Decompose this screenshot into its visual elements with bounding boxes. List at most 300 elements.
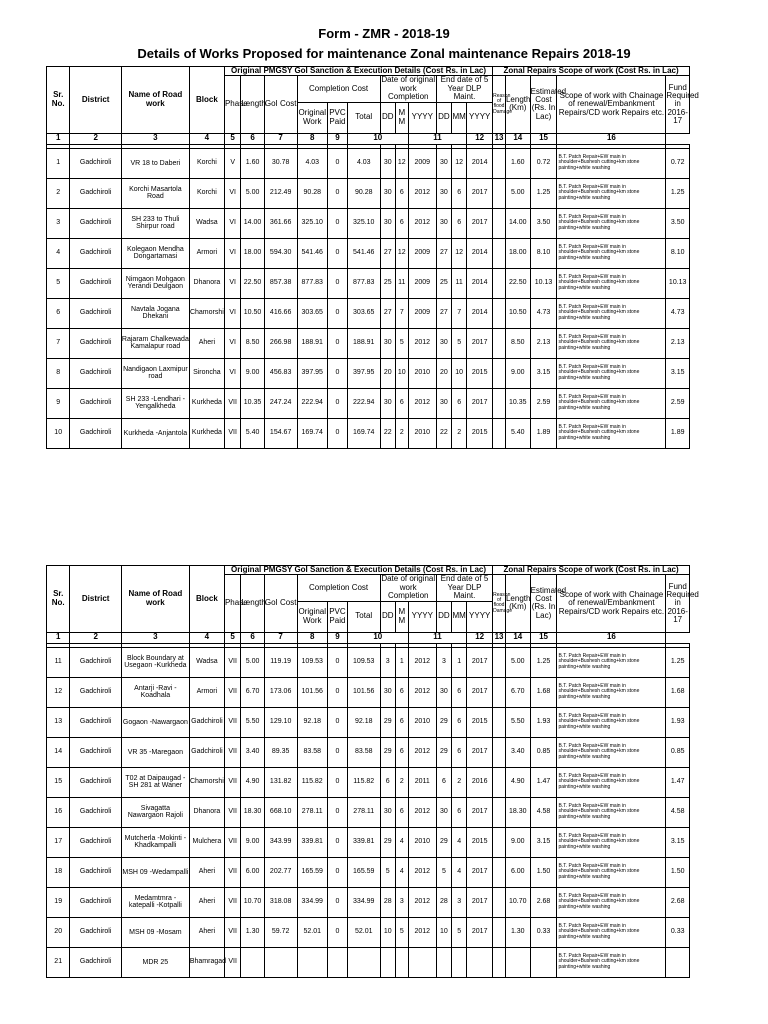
table-row	[47, 418, 690, 448]
cell-dlp-yyyy: 2017	[467, 887, 493, 917]
cell-dd: 28	[380, 887, 395, 917]
cell-dlp-yyyy: 2017	[467, 737, 493, 767]
cell-dlp-yyyy: 2017	[467, 857, 493, 887]
cell-sr-no: 11	[47, 647, 70, 677]
works-table-2	[46, 565, 699, 978]
cell-fund-required	[666, 947, 690, 977]
cell-length: 14.00	[241, 208, 264, 238]
cell-reason	[493, 707, 506, 737]
cell-reason	[493, 148, 506, 178]
column-number: 13	[494, 133, 504, 143]
table-row	[47, 268, 690, 298]
cell-phase: VI	[224, 208, 240, 238]
column-number: 5	[224, 632, 240, 643]
column-number: 1	[47, 133, 70, 144]
cell-length: 1.30	[241, 917, 264, 947]
cell-pvc-paid: 0	[327, 388, 347, 418]
column-number: 14	[505, 632, 530, 643]
cell-original-work: 334.99	[297, 887, 327, 917]
cell-sr-no: 19	[47, 887, 70, 917]
table-row	[47, 208, 690, 238]
cell-dlp-dd: 28	[436, 887, 451, 917]
cell-goi-cost: 154.67	[264, 418, 297, 448]
cell-scope: B.T. Patch Repair+EW main in shoulder+Bushesh cutting+km stone painting+white washing	[557, 707, 666, 737]
header-estimated-cost: Estimated Cost (Rs. In Lac)	[530, 575, 557, 632]
cell-phase: VII	[224, 827, 240, 857]
cell-sr-no: 9	[47, 388, 70, 418]
cell-scope: B.T. Patch Repair+EW main in shoulder+Bushesh cutting+km stone painting+white washing	[557, 388, 666, 418]
cell-block: Korchi	[189, 148, 224, 178]
cell-estimated-cost: 2.68	[530, 887, 557, 917]
cell-dlp-yyyy: 2014	[467, 238, 493, 268]
cell-goi-cost: 247.24	[264, 388, 297, 418]
column-number: 16	[557, 133, 666, 144]
cell-road-name: MDR 25	[121, 947, 189, 977]
cell-total: 115.82	[347, 767, 380, 797]
cell-dd: 30	[380, 677, 395, 707]
cell-original-work: 101.56	[297, 677, 327, 707]
cell-length-km: 10.35	[505, 388, 530, 418]
cell-goi-cost: 202.77	[264, 857, 297, 887]
cell-original-work: 877.83	[297, 268, 327, 298]
cell-block: Sironcha	[189, 358, 224, 388]
cell-dlp-dd: 30	[436, 208, 451, 238]
table-row	[47, 178, 690, 208]
cell-scope: B.T. Patch Repair+EW main in shoulder+Bushesh cutting+km stone painting+white washing	[557, 208, 666, 238]
cell-total: 303.65	[347, 298, 380, 328]
cell-goi-cost: 59.72	[264, 917, 297, 947]
cell-estimated-cost: 1.68	[530, 677, 557, 707]
cell-total: 339.81	[347, 827, 380, 857]
cell-dlp-mm: 6	[452, 797, 467, 827]
cell-pvc-paid: 0	[327, 677, 347, 707]
cell-estimated-cost: 3.15	[530, 827, 557, 857]
cell-mm: 6	[395, 178, 408, 208]
cell-phase: VII	[224, 677, 240, 707]
header-original-work: Original Work	[297, 601, 327, 632]
cell-length: 10.35	[241, 388, 264, 418]
column-number: 13	[494, 632, 504, 642]
cell-dlp-mm: 2	[452, 767, 467, 797]
cell-original-work: 83.58	[297, 737, 327, 767]
cell-yyyy: 2012	[408, 328, 436, 358]
cell-sr-no: 7	[47, 328, 70, 358]
cell-mm: 12	[395, 148, 408, 178]
cell-district: Gadchiroli	[70, 767, 122, 797]
cell-scope: B.T. Patch Repair+EW main in shoulder+Bushesh cutting+km stone painting+white washing	[557, 268, 666, 298]
cell-dlp-yyyy: 2014	[467, 148, 493, 178]
cell-yyyy: 2009	[408, 148, 436, 178]
cell-mm: 6	[395, 388, 408, 418]
header-mm: M M	[395, 601, 408, 632]
cell-dlp-mm: 1	[452, 647, 467, 677]
cell-mm: 6	[395, 707, 408, 737]
cell-length-km: 5.00	[505, 647, 530, 677]
cell-scope: B.T. Patch Repair+EW main in shoulder+Bushesh cutting+km stone painting+white washing	[557, 677, 666, 707]
cell-pvc-paid: 0	[327, 737, 347, 767]
cell-block: Gadchiroli	[189, 737, 224, 767]
cell-goi-cost	[264, 947, 297, 977]
cell-total: 92.18	[347, 707, 380, 737]
cell-dd: 30	[380, 797, 395, 827]
table-row	[47, 647, 690, 677]
cell-block: Wadsa	[189, 208, 224, 238]
cell-mm: 4	[395, 857, 408, 887]
cell-length-km: 6.00	[505, 857, 530, 887]
cell-length-km: 10.70	[505, 887, 530, 917]
cell-original-work: 278.11	[297, 797, 327, 827]
cell-total: 101.56	[347, 677, 380, 707]
cell-scope: B.T. Patch Repair+EW main in shoulder+Bushesh cutting+km stone painting+white washing	[557, 328, 666, 358]
column-number: 15	[530, 133, 557, 144]
cell-dlp-dd: 10	[436, 917, 451, 947]
cell-dlp-dd: 30	[436, 677, 451, 707]
form-title: Form - ZMR - 2018-19	[318, 26, 450, 41]
cell-dlp-dd: 29	[436, 707, 451, 737]
cell-fund-required: 2.13	[666, 328, 690, 358]
cell-goi-cost: 266.98	[264, 328, 297, 358]
cell-goi-cost: 343.99	[264, 827, 297, 857]
header-goi-cost: GoI Cost	[264, 575, 297, 632]
column-number: 12	[467, 632, 493, 643]
header-scope: Scope of work with Chainage of renewal/Embankment Repairs/CD work Repairs etc.	[557, 76, 666, 133]
cell-length: 4.90	[241, 767, 264, 797]
header-row	[47, 67, 690, 76]
cell-reason	[493, 268, 506, 298]
cell-pvc-paid: 0	[327, 917, 347, 947]
cell-dd: 10	[380, 917, 395, 947]
cell-block: Dhanora	[189, 797, 224, 827]
cell-pvc-paid: 0	[327, 827, 347, 857]
cell-road-name: Sivagatta Nawargaon Rajoli	[121, 797, 189, 827]
cell-mm: 6	[395, 797, 408, 827]
cell-fund-required: 1.25	[666, 178, 690, 208]
cell-scope: B.T. Patch Repair+EW main in shoulder+Bushesh cutting+km stone painting+white washing	[557, 298, 666, 328]
cell-block: Aheri	[189, 857, 224, 887]
cell-mm: 5	[395, 917, 408, 947]
cell-dd: 29	[380, 737, 395, 767]
header-sr-no: Sr. No.	[47, 566, 70, 633]
column-number: 1	[47, 632, 70, 643]
cell-length-km	[505, 947, 530, 977]
cell-dlp-mm: 7	[452, 298, 467, 328]
header-district: District	[70, 566, 122, 633]
header-district: District	[70, 67, 122, 134]
cell-district: Gadchiroli	[70, 947, 122, 977]
cell-length: 18.00	[241, 238, 264, 268]
column-number: 7	[264, 632, 297, 643]
cell-pvc-paid: 0	[327, 797, 347, 827]
cell-estimated-cost: 3.50	[530, 208, 557, 238]
cell-dlp-mm: 5	[452, 917, 467, 947]
header-dd: DD	[380, 601, 395, 632]
cell-road-name: T02 at Daipaugad -SH 281 at Waner	[121, 767, 189, 797]
column-number: 6	[241, 133, 264, 144]
cell-dlp-dd: 25	[436, 268, 451, 298]
cell-phase: VII	[224, 917, 240, 947]
cell-estimated-cost: 1.89	[530, 418, 557, 448]
cell-mm: 3	[395, 887, 408, 917]
cell-dlp-yyyy: 2017	[467, 677, 493, 707]
cell-block: Armori	[189, 677, 224, 707]
column-number: 8	[297, 632, 327, 643]
cell-phase: VII	[224, 947, 240, 977]
cell-length: 22.50	[241, 268, 264, 298]
cell-fund-required: 0.85	[666, 737, 690, 767]
cell-dd: 3	[380, 647, 395, 677]
cell-estimated-cost	[530, 947, 557, 977]
cell-reason	[493, 947, 506, 977]
cell-estimated-cost: 0.33	[530, 917, 557, 947]
cell-pvc-paid: 0	[327, 208, 347, 238]
cell-pvc-paid: 0	[327, 857, 347, 887]
cell-mm: 7	[395, 298, 408, 328]
cell-total	[347, 947, 380, 977]
header-road-name: Name of Road work	[121, 67, 189, 134]
cell-fund-required: 2.59	[666, 388, 690, 418]
cell-total: 325.10	[347, 208, 380, 238]
cell-dlp-yyyy: 2016	[467, 767, 493, 797]
cell-length-km: 4.90	[505, 767, 530, 797]
cell-phase: VII	[224, 857, 240, 887]
cell-goi-cost: 30.78	[264, 148, 297, 178]
cell-fund-required: 8.10	[666, 238, 690, 268]
table-row	[47, 857, 690, 887]
cell-road-name: SH 233 to Thuli Shirpur road	[121, 208, 189, 238]
cell-reason	[493, 178, 506, 208]
cell-phase: VII	[224, 887, 240, 917]
cell-dlp-dd: 27	[436, 238, 451, 268]
cell-fund-required: 1.25	[666, 647, 690, 677]
header-length-km: Length (Km)	[505, 575, 530, 632]
cell-mm: 6	[395, 737, 408, 767]
cell-dlp-dd: 30	[436, 178, 451, 208]
cell-original-work: 339.81	[297, 827, 327, 857]
header-block: Block	[189, 566, 224, 633]
column-number: 2	[70, 632, 122, 643]
cell-length-km: 18.30	[505, 797, 530, 827]
cell-sr-no: 18	[47, 857, 70, 887]
cell-scope: B.T. Patch Repair+EW main in shoulder+Bushesh cutting+km stone painting+white washing	[557, 797, 666, 827]
document-subtitle: Details of Works Proposed for maintenance Zonal maintenance Repairs 2018-19	[137, 46, 631, 61]
cell-road-name: Gogaon -Nawargaon	[121, 707, 189, 737]
cell-goi-cost: 594.30	[264, 238, 297, 268]
cell-reason	[493, 827, 506, 857]
cell-dlp-yyyy: 2017	[467, 208, 493, 238]
cell-length-km: 9.00	[505, 358, 530, 388]
table-row	[47, 148, 690, 178]
cell-yyyy: 2012	[408, 677, 436, 707]
cell-length: 10.50	[241, 298, 264, 328]
cell-dd: 29	[380, 707, 395, 737]
cell-length: 5.40	[241, 418, 264, 448]
cell-length: 5.00	[241, 647, 264, 677]
header-fund-required: Fund Required in 2016-17	[666, 76, 690, 133]
cell-phase: VI	[224, 238, 240, 268]
cell-block: Bhamragad	[189, 947, 224, 977]
table-row	[47, 388, 690, 418]
cell-goi-cost: 212.49	[264, 178, 297, 208]
cell-reason	[493, 857, 506, 887]
cell-reason	[493, 388, 506, 418]
cell-original-work: 397.95	[297, 358, 327, 388]
cell-pvc-paid: 0	[327, 268, 347, 298]
cell-goi-cost: 129.10	[264, 707, 297, 737]
cell-district: Gadchiroli	[70, 178, 122, 208]
header-sr-no: Sr. No.	[47, 67, 70, 134]
cell-length	[241, 947, 264, 977]
cell-dlp-dd: 20	[436, 358, 451, 388]
cell-block: Wadsa	[189, 647, 224, 677]
cell-pvc-paid: 0	[327, 887, 347, 917]
cell-original-work: 325.10	[297, 208, 327, 238]
header-row	[47, 566, 690, 575]
cell-goi-cost: 361.66	[264, 208, 297, 238]
cell-original-work: 541.46	[297, 238, 327, 268]
cell-reason	[493, 767, 506, 797]
cell-road-name: Navtala Jogana Dhekani	[121, 298, 189, 328]
cell-road-name: Antarji -Ravi -Koadhala	[121, 677, 189, 707]
header-completion-cost: Completion Cost	[297, 76, 380, 102]
cell-mm	[395, 947, 408, 977]
cell-road-name: MSH 09 -Mosam	[121, 917, 189, 947]
cell-fund-required: 1.89	[666, 418, 690, 448]
cell-scope: B.T. Patch Repair+EW main in shoulder+Bushesh cutting+km stone painting+white washing	[557, 148, 666, 178]
cell-dd: 6	[380, 767, 395, 797]
cell-fund-required: 1.93	[666, 707, 690, 737]
cell-total: 169.74	[347, 418, 380, 448]
cell-total: 334.99	[347, 887, 380, 917]
cell-dlp-mm: 10	[452, 358, 467, 388]
cell-length: 9.00	[241, 358, 264, 388]
header-dd: DD	[380, 102, 395, 133]
cell-reason	[493, 677, 506, 707]
cell-dlp-dd: 30	[436, 148, 451, 178]
cell-length: 5.50	[241, 707, 264, 737]
cell-estimated-cost: 8.10	[530, 238, 557, 268]
cell-district: Gadchiroli	[70, 737, 122, 767]
cell-dd: 30	[380, 208, 395, 238]
cell-dlp-yyyy: 2015	[467, 827, 493, 857]
cell-road-name: Rajaram Chalkewada Kamalapur road	[121, 328, 189, 358]
cell-scope: B.T. Patch Repair+EW main in shoulder+Bushesh cutting+km stone painting+white washing	[557, 887, 666, 917]
cell-yyyy: 2012	[408, 208, 436, 238]
cell-goi-cost: 131.82	[264, 767, 297, 797]
cell-dlp-mm: 6	[452, 208, 467, 238]
column-number: 3	[121, 133, 189, 144]
cell-dlp-mm: 11	[452, 268, 467, 298]
cell-goi-cost: 668.10	[264, 797, 297, 827]
cell-original-work	[297, 947, 327, 977]
header-date-completion: Date of original work Completion	[381, 75, 436, 102]
cell-district: Gadchiroli	[70, 707, 122, 737]
cell-scope: B.T. Patch Repair+EW main in shoulder+Bushesh cutting+km stone painting+white washing	[557, 947, 666, 977]
cell-length-km: 9.00	[505, 827, 530, 857]
cell-sr-no: 16	[47, 797, 70, 827]
cell-phase: VI	[224, 328, 240, 358]
cell-goi-cost: 173.06	[264, 677, 297, 707]
cell-total: 188.91	[347, 328, 380, 358]
cell-length-km: 3.40	[505, 737, 530, 767]
header-zonal-group: Zonal Repairs Scope of work (Cost Rs. in Lac)	[493, 67, 690, 76]
cell-length: 1.60	[241, 148, 264, 178]
cell-original-work: 222.94	[297, 388, 327, 418]
cell-estimated-cost: 4.73	[530, 298, 557, 328]
cell-pvc-paid: 0	[327, 647, 347, 677]
cell-road-name: Medamtmra -katepalli -Kotpalli	[121, 887, 189, 917]
cell-pvc-paid: 0	[327, 238, 347, 268]
cell-pvc-paid: 0	[327, 767, 347, 797]
cell-pvc-paid: 0	[327, 418, 347, 448]
header-pvc-paid: PVC Paid	[327, 601, 347, 632]
cell-reason	[493, 358, 506, 388]
table-row	[47, 767, 690, 797]
cell-pvc-paid: 0	[327, 358, 347, 388]
header-original-group: Original PMGSY GoI Sanction & Execution Details (Cost Rs. in Lac)	[224, 566, 492, 575]
column-number: 9	[327, 133, 347, 144]
cell-dlp-yyyy: 2014	[467, 298, 493, 328]
cell-original-work: 90.28	[297, 178, 327, 208]
column-number: 4	[189, 133, 224, 144]
column-number: 11	[408, 133, 467, 144]
cell-length-km: 1.30	[505, 917, 530, 947]
cell-dlp-mm: 12	[452, 148, 467, 178]
cell-scope: B.T. Patch Repair+EW main in shoulder+Bushesh cutting+km stone painting+white washing	[557, 857, 666, 887]
cell-dlp-yyyy: 2017	[467, 328, 493, 358]
header-dlp-mm: MM	[452, 102, 467, 133]
cell-yyyy: 2009	[408, 298, 436, 328]
cell-dlp-mm: 6	[452, 178, 467, 208]
column-number: 15	[530, 632, 557, 643]
cell-original-work: 4.03	[297, 148, 327, 178]
cell-dlp-mm: 12	[452, 238, 467, 268]
cell-reason	[493, 797, 506, 827]
cell-length: 5.00	[241, 178, 264, 208]
cell-dd: 25	[380, 268, 395, 298]
header-total: Total	[347, 102, 380, 133]
cell-dd: 30	[380, 388, 395, 418]
cell-block: Korchi	[189, 178, 224, 208]
table-row	[47, 238, 690, 268]
cell-pvc-paid: 0	[327, 707, 347, 737]
header-original-work: Original Work	[297, 102, 327, 133]
cell-dlp-dd: 30	[436, 328, 451, 358]
column-number-row	[47, 632, 690, 643]
cell-goi-cost: 119.19	[264, 647, 297, 677]
cell-total: 83.58	[347, 737, 380, 767]
header-scope: Scope of work with Chainage of renewal/Embankment Repairs/CD work Repairs etc.	[557, 575, 666, 632]
cell-block: Armori	[189, 238, 224, 268]
cell-block: Aheri	[189, 917, 224, 947]
cell-mm: 6	[395, 677, 408, 707]
cell-sr-no: 1	[47, 148, 70, 178]
cell-total: 165.59	[347, 857, 380, 887]
cell-original-work: 165.59	[297, 857, 327, 887]
cell-goi-cost: 89.35	[264, 737, 297, 767]
cell-dlp-yyyy: 2017	[467, 917, 493, 947]
cell-estimated-cost: 2.13	[530, 328, 557, 358]
cell-dlp-yyyy: 2015	[467, 358, 493, 388]
table-row	[47, 677, 690, 707]
cell-district: Gadchiroli	[70, 887, 122, 917]
cell-road-name: Nandigaon Laxmipur road	[121, 358, 189, 388]
cell-dlp-yyyy: 2015	[467, 707, 493, 737]
cell-dd: 27	[380, 238, 395, 268]
cell-scope: B.T. Patch Repair+EW main in shoulder+Bushesh cutting+km stone painting+white washing	[557, 737, 666, 767]
cell-dlp-yyyy: 2014	[467, 268, 493, 298]
cell-phase: VI	[224, 178, 240, 208]
table-row	[47, 298, 690, 328]
